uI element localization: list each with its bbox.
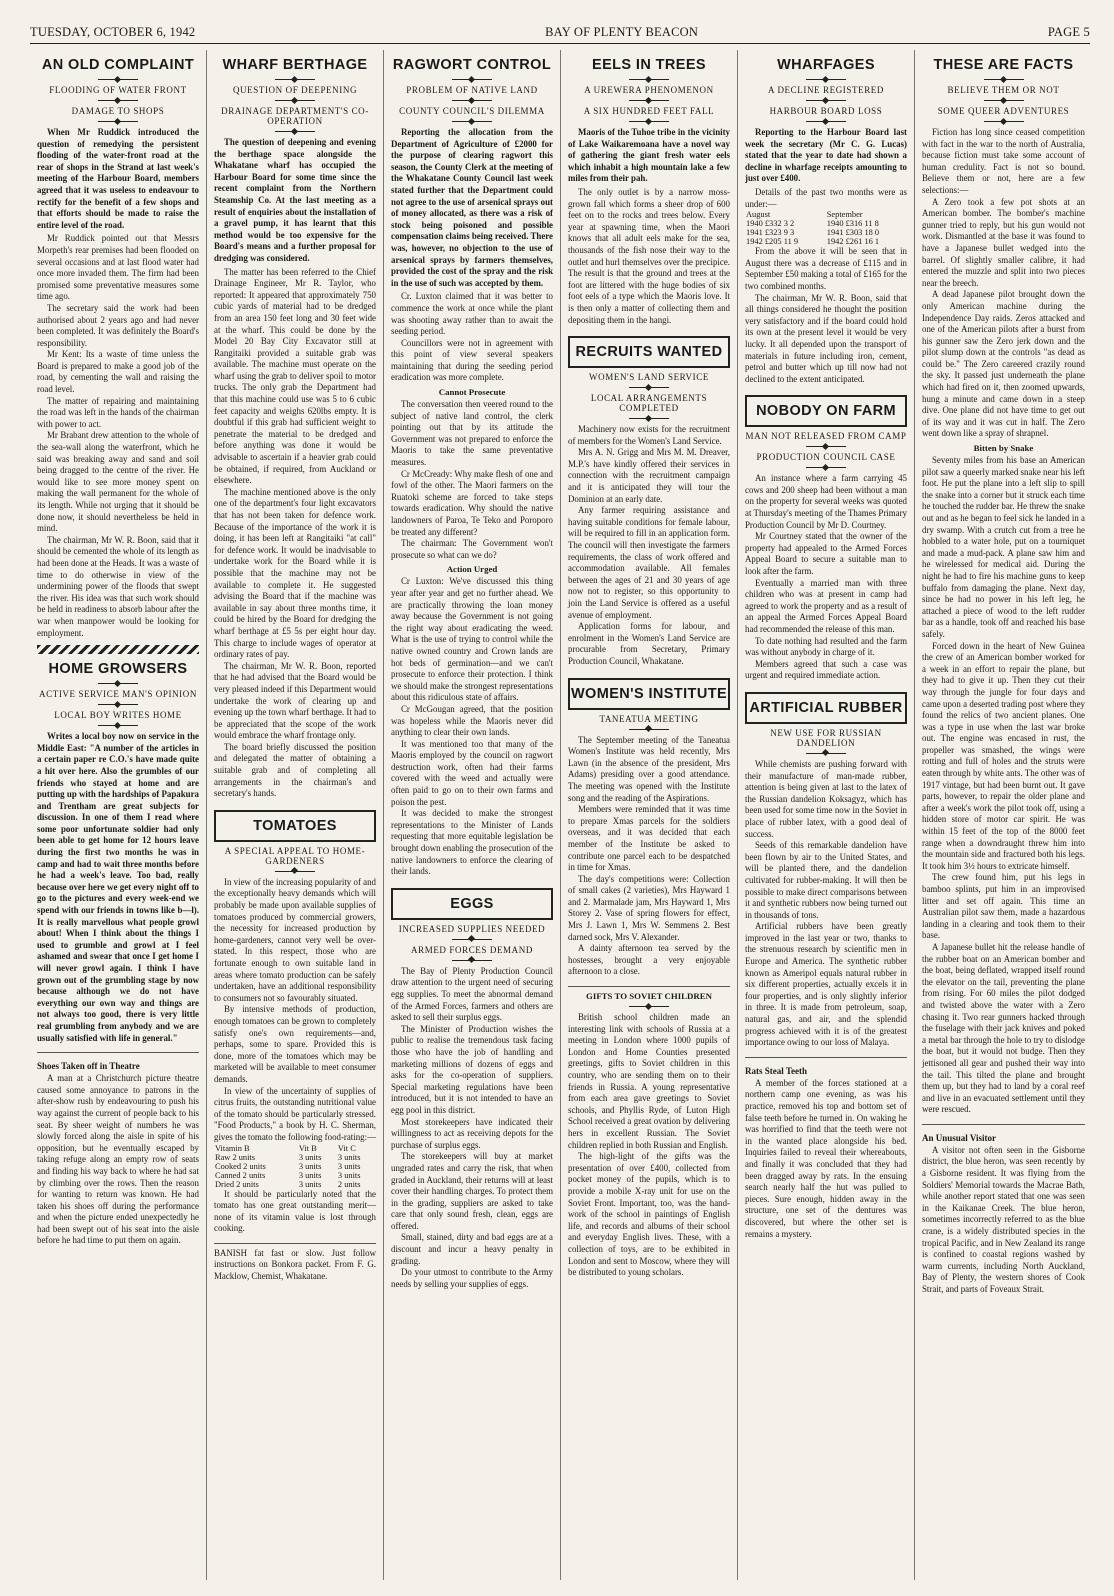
table-cell: 1940 £332 3 2 <box>746 219 795 229</box>
article-paragraph: To date nothing had resulted and the farm was without anybody in charge of it. <box>745 635 907 658</box>
headline-home-growsers: HOME GROWSERS <box>48 661 188 678</box>
rule <box>452 79 492 80</box>
article-lead: The question of deepening and evening the berthage space alongside the Whakatane wharf has occupied the Harbour Board for some time since the recent complaint from the Northern Steamship Co. At the last meeting as a result of enquiries about the installation of a gravel pump, it has learnt that this method would be too expensive for the Board's means and a further proposal for dredging was considered. <box>214 137 376 263</box>
article-paragraph: A Japanese bullet hit the release handle of the rubber boat on an American bomber and the boat, being deflated, wrapped itself round the elevator on the tail, preventing the plane from rising. For 60 miles the pilot dodged and twisted above the water with a Zero chasing it. Two rear gunners hacked through the fuselage with their jack knives and poked a metal bar through the hole to try to dislodge the boat, but it would not budge. Then they jettisoned all gear and pushed their way into the tail. This tilted the plane and brought them up, but they had to land by a coral reef and live in an evacuated settlement until they were rescued. <box>922 941 1085 1115</box>
rule <box>275 100 315 101</box>
table-header: Vit B <box>298 1143 317 1153</box>
subhead-inline: Action Urged <box>446 564 498 575</box>
article-lead: Writes a local boy now on service in the Middle East: "A number of the articles in a certain paper re C.O.'s have made quite a hit over here. Also the grumbles of our friends who stayed at home and are putting up with the hardships of Papakura and Trentham are great subjects for discussion. In one of them I read where some poor unfortunate soldier had only been able to get home for 12 hours leave during the first two months he was in camp and had to wait three months before he had a week's leave. Too bad, really because over here we get every night off to go to the pictures and every week-end we spend with our friends in towns like b—l). It is really marvellous what people growl about! When I think about the things I used to grumble and growl at I feel ashamed and swear that once I get home I will never growl again. I think I have grown out of the grumbling stage by now because although we do not have everything our own way and things are not always too good, there is very little real grumbling from anybody and we are usually satisfied with life in general." <box>37 731 199 1043</box>
rule <box>806 753 846 754</box>
subhead: QUESTION OF DEEPENING <box>232 85 358 95</box>
article-paragraph: It was mentioned too that many of the Maoris employed by the council on ragwort destruction work, often had their farms covered with the weed and actually were often paid to go on to their own farms and poison the pest. <box>391 738 553 807</box>
subhead: ACTIVE SERVICE MAN'S OPINION <box>39 689 197 700</box>
rule <box>984 121 1024 122</box>
table-cell: 3 units <box>337 1170 361 1180</box>
table-cell: Cooked 2 units <box>215 1161 266 1171</box>
rule <box>629 100 669 101</box>
rule <box>452 960 492 961</box>
rule <box>98 121 138 122</box>
subhead: PRODUCTION COUNCIL CASE <box>756 452 896 463</box>
table-cell: Dried 2 units <box>215 1179 259 1189</box>
rule <box>984 100 1024 101</box>
subhead: MAN NOT RELEASED FROM CAMP <box>745 431 907 442</box>
rule <box>984 79 1024 80</box>
subhead: A UREWERA PHENOMENON <box>584 85 714 95</box>
subhead: A SPECIAL APPEAL TO HOME-GARDENERS <box>224 845 366 866</box>
article-paragraph: Artificial rubbers have been greatly improved in the last year or two, thanks to the strenuous research by scientific men in Europe and America. The synthetic rubber known as Ameripol equals natural rubber in six different properties, actually excels it in four properties, and is only slightly inferior in three. It is made from petroleum, soap, natural gas, and air, and the splendid progress achieved with it is of the greatest importance owing to our loss of Malaya. <box>745 921 907 1048</box>
headline-box <box>391 888 553 920</box>
article-paragraph: A member of the forces stationed at a northern camp one evening, as was his practice, removed his top and bottom set of false teeth before he turned in. On waking he was horrified to find that the teeth were not in the wanted place alongside his bed. Inquiries failed to reveal their whereabouts, and finally it was concluded that they had been dragged away by rats. In the ensuing search nearly half the hut was pulled to pieces. Sure enough, hidden away in the structure, one set of the dentures was discovered, but where the other set is remains a mystery. <box>745 1077 907 1239</box>
article-paragraph: From the above it will be seen that in August there was a decrease of £115 and in September £50 making a total of £165 for the two combined months. <box>745 246 907 291</box>
article-paragraph: Most storekeepers have indicated their willingness to act as receiving depots for the purchase of surplus eggs. <box>391 1116 553 1150</box>
table-cell: 3 units <box>298 1161 322 1171</box>
article-paragraph: The chairman, Mr W. R. Boon, said that all things considered he thought the position very satisfactory and if the board could hold its own at the present level it would be very lucky. It all depended upon the transport of materials in future including iron, cement, petrol and butter which up till now had not declined to the extent anticipated. <box>745 292 907 384</box>
table-header: August <box>746 210 771 220</box>
table-header: Vit C <box>337 1143 356 1153</box>
article-paragraph: While chemists are pushing forward with their manufacture of man-made rubber, attention is being given at last to the latex of the Russian dandelion Koksagyz, which has been used for some time now in the Soviet in place of rubber latex, with a good deal of success. <box>745 758 907 839</box>
rule <box>98 704 138 705</box>
table-cell: 3 units <box>298 1179 322 1189</box>
article-paragraph: Forced down in the heart of New Guinea the crew of an American bomber worked for a week in an effort to repair the plane, but they had to give it up. Then they cut their way through the jungle for four days and came upon a deserted trading post where they found the relics of two ancient planes. One was a type in use when the last war broke out. The engine was encased in rust, the propeller was smashed, the wings were rotting and full of holes and the struts were eaten through by white ants. The other was of 1917 vintage, but had been burnt out. It gave parts, however, to repair the older plane and after a week's work the pilot took off, using a hidden store of motor car spirit. He was within 15 feet of the top of the 8000 feet range when a downdraught threw him into the mountain side and fractured both his legs. It took him 3½ hours to extricate himself. <box>922 640 1085 871</box>
article-paragraph: In view of the uncertainty of supplies of citrus fruits, the outstanding nutritional value of the tomato should be particularly stressed. "Food Products," a book by H. C. Sherman, gives the tomato the following food-rating:— <box>214 1085 376 1142</box>
headline-artificial-rubber: ARTIFICIAL RUBBER <box>749 699 903 716</box>
wharfage-table <box>745 210 907 246</box>
article-lead: When Mr Ruddick introduced the question of remedying the persistent flooding of the water-front road at the rear of shops in the Strand at last week's meeting of the Harbour Board, members agreed that it was useless to endeavour to rectify for the benefit of a few shops and that efforts should be made to raise the entire level of the road. <box>37 127 199 230</box>
masthead-page: PAGE 5 <box>1047 25 1090 39</box>
subhead: WOMEN'S LAND SERVICE <box>589 372 709 383</box>
subhead: LOCAL BOY WRITES HOME <box>54 710 182 721</box>
rule <box>806 100 846 101</box>
headline-eels-in-trees: EELS IN TREES <box>592 57 706 73</box>
table-cell: 3 units <box>298 1170 322 1180</box>
subhead-gifts: GIFTS TO SOVIET CHILDREN <box>586 991 712 1002</box>
sidehead: Rats Steal Teeth <box>745 1065 808 1076</box>
headline-these-are-facts: THESE ARE FACTS <box>933 57 1074 73</box>
article-paragraph: Cr Luxton: We've discussed this thing year after year and get no further ahead. We are practically throwing the loan money away because the Government is not going the right way about eradicating the weed. What is the use of trying to control while the native owned country and Crown lands are hot beds of germination—and we can't prosecute to enforce their protection. I think we should make the strongest representations about this ridiculous state of affairs. <box>391 576 553 703</box>
table-cell: 3 units <box>298 1152 322 1162</box>
article-paragraph: The matter of repairing and maintaining the road was left in the hands of the chairman with power to act. <box>37 395 199 429</box>
headline-wharf-berthage: WHARF BERTHAGE <box>222 57 368 73</box>
rule <box>275 79 315 80</box>
headline-box <box>745 395 907 427</box>
article-paragraph: The high-light of the gifts was the presentation of over £400, collected from pocket money of the pupils, which is to provide a mobile X-ray unit for use on the Soviet Front. Important, too, was the hand-work of the school in paintings of English life, and records and albums of their school and everyday English lives. These, with a collection of toys, are to be exhibited in London and sent to Moscow, where they will be distributed to young scholars. <box>568 1151 730 1278</box>
article-paragraph: A dainty afternoon tea served by the hostesses, brought a very enjoyable afternoon to a close. <box>568 943 730 977</box>
article-paragraph: Small, stained, dirty and bad eggs are at a discount and incur a heavy penalty in grading. <box>391 1232 553 1266</box>
article-paragraph: British school children made an interesting link with schools of Russia at a meeting in London where 1000 pupils of London and Home Counties presented greetings, gifts to Soviet children in this country, who are sending them on to their friends in Russia. A young representative from each area gave greetings to Soviet schools, and Phyllis Ryde, of Luton High School received a great ovation by delivering hers in excellent Russian. The Soviet children replied in both Russian and English. <box>568 1012 730 1150</box>
subhead: ARMED FORCES DEMAND <box>411 944 533 955</box>
ornamental-divider <box>37 645 199 654</box>
article-paragraph: The chairman, Mr W. R. Boon, reported that he had advised that the Board would be very pleased indeed if this Department would undertake the work of clearing up and evening up the town wharf berthage. It had to be appreciated that the scope of the work would embrace the wharf frontage only. <box>214 660 376 741</box>
article-paragraph: Mr Courtney stated that the owner of the property had appealed to the Armed Forces Appeal Board to secure a suitable man to look after the farm. <box>745 531 907 577</box>
article-lead: Maoris of the Tuhoe tribe in the vicinity of Lake Waikaremoana have a novel way of gathering the giant fresh water eels which inhabit a high mountain lake a few miles from their pah. <box>568 127 730 184</box>
article-paragraph: Members agreed that such a case was urgent and required immediate action. <box>745 658 907 681</box>
article-paragraph: In view of the increasing popularity of and the exceptionally heavy demands which will probably be made upon available supplies of tomatoes produced by commercial growers, the necessity for increased production by home-gardeners, cannot very well be over-stated. In this respect, those who are fortunate enough to own suitable land in areas where tomato production can be safely undertaken, have an additional responsibility to consumers not so favourably situated. <box>214 876 376 1003</box>
rule <box>806 467 846 468</box>
rule <box>98 683 138 684</box>
headline-box <box>568 336 730 368</box>
headline-old-complaint: AN OLD COMPLAINT <box>41 57 195 73</box>
table-cell: 1941 £323 9 3 <box>746 228 795 238</box>
table-cell: 1942 £261 16 1 <box>826 237 880 247</box>
masthead <box>30 22 1090 44</box>
article-paragraph: Councillors were not in agreement with this point of view several speakers maintaining that during the seeding period eradication was more complete. <box>391 337 553 383</box>
article-paragraph: A dead Japanese pilot brought down the only American machine during the Independence Day raids. Zeros attacked and one of the American pilots after a burst from his gunner saw the Zero jerk down and the pilot slump down at the controls "as dead as could be." The Zero careered crazily round the sky. It passed just underneath the plane which had fired on it, then zoomed upwards, hung a minute and came down in a steep dive. One plane did not have time to get out of its way and it was cut in half. The Zero went down like a spray of shrapnel. <box>922 289 1085 439</box>
article-paragraph: Mr Ruddick pointed out that Messrs Morpeth's rear premises had been flooded on several occasions and at last flood water had once more invaded them. The firm had been promised some preventative measures some time ago. <box>37 233 199 302</box>
headline-ragwort-control: RAGWORT CONTROL <box>392 57 552 73</box>
masthead-paper: BAY OF PLENTY BEACON <box>545 25 699 39</box>
divider <box>922 1124 1085 1125</box>
article-paragraph: Seventy miles from his base an American pilot saw a queerly marked snake near his left foot. He put the plane into a left slip to spill the snake into a corner but it struck each time he touched the rudder bar. He threw the snake out and as he began to feel sick he landed in a dry swamp. With a crutch cut from a tree he hobbled to a water hole, put on a tourniquet and made a mud-pack. A plane saw him and he wirelessed for medical aid. During the night he had to fire his machine guns to keep buffalo from damaging the plane. Next day, since he had no power in his left leg, he attached a piece of wood to the left rudder bar as a handle, took off and reached his base safely. <box>922 455 1085 639</box>
divider <box>37 1052 199 1053</box>
article-paragraph: Machinery now exists for the recruitment of members for the Women's Land Service. <box>568 424 730 446</box>
rule <box>452 939 492 940</box>
article-paragraph: Mr Kent: Its a waste of time unless the Board is prepared to make a good job of the road, by cementing the wall and raising the road level. <box>37 349 199 395</box>
article-paragraph: The Minister of Production wishes the public to realise the tremendous task facing those who have the job of handling and marketing millions of dozens of eggs and asks for the co-operation of suppliers. Special marketing regulations have been introduced, but it is not intended to have an egg pool in this district. <box>391 1023 553 1115</box>
subhead-inline: Bitten by Snake <box>973 443 1034 454</box>
article-paragraph: The storekeepers will buy at market ungraded rates and carry the risk, that when graded in Auckland, their returns will at least cover their handling charges. To protect them in the grading, suppliers are asked to take care that only sound fresh, clean, eggs are offered. <box>391 1151 553 1231</box>
article-paragraph: The secretary said the work had been authorised about 2 years ago and had never been completed. It was definitely the Board's responsibility. <box>37 302 199 348</box>
subhead: FLOODING OF WATER FRONT <box>49 85 187 95</box>
article-paragraph: The chairman, Mr W. R. Boon, said that it should be cemented the whole of its length as had been done at the Heads. It was a waste of time to do otherwise in view of the undermining power of the floods that swept the river. His idea was that such work should be held in readiness to absorb labour after the war when manpower would be looking for employment. <box>37 534 199 638</box>
article-paragraph: Fiction has long since ceased competition with fact in the war to the north of Australia, because fiction must take some account of human credulity. Fact is not so bound. Believe them or not, here are a few selections:— <box>922 127 1085 195</box>
article-paragraph: Cr McGougan agreed, that the position was hopeless while the Maoris never did anything to clear their own lands. <box>391 703 553 738</box>
table-cell: Raw 2 units <box>215 1152 256 1162</box>
article-paragraph: The Bay of Plenty Production Council draw attention to the urgent need of securing egg supplies. To meet the abnormal demand of the Armed Forces, farmers and others are asked to sell their surplus eggs. <box>391 965 553 1023</box>
table-cell: Canned 2 units <box>215 1170 266 1180</box>
table-cell: 3 units <box>337 1152 361 1162</box>
sidehead: Shoes Taken off in Theatre <box>37 1061 140 1072</box>
rule <box>452 121 492 122</box>
subhead: NEW USE FOR RUSSIAN DANDELION <box>770 727 882 748</box>
divider <box>568 986 730 987</box>
column-2 <box>207 50 384 1580</box>
subhead: A SIX HUNDRED FEET FALL <box>583 106 715 116</box>
rule <box>275 871 315 872</box>
article-paragraph: A visitor not often seen in the Gisborne district, the blue heron, was seen recently by a Gisborne resident. It was flying from the Soldiers' Memorial towards the Macrae Bath, while another report stated that one was seen in the Kaikanae Creek. The blue heron, sometimes incorrectly referred to as the blue crane, is a widely distributed species in the tropical Pacific, and in New Zealand its range is confined to coastal regions washed by warm currents, including North Auckland, Bay of Plenty, the western shores of Cook Strait, and parts of Foveaux Strait. <box>922 1144 1085 1294</box>
headline-womens-institute: WOMEN'S INSTITUTE <box>570 685 728 702</box>
article-paragraph: Details of the past two months were as under:— <box>745 186 907 209</box>
table-header: Vitamin B <box>215 1143 250 1153</box>
table-cell: 1941 £303 18 0 <box>826 228 880 238</box>
rule <box>98 725 138 726</box>
subhead-inline: Cannot Prosecute <box>438 387 506 398</box>
rule <box>629 79 669 80</box>
article-lead: Reporting the allocation from the Department of Agriculture of £2000 for the purpose of clearing ragwort this season, the County Clerk at the meeting of the Whakatane County Council last week stated further that the Department could not agree to the use of arsenical sprays out of money allocated, as there was a risk of stock being poisoned and possible compensation claims being received. There was, however, no objection to the use of arsenical sprays by farmers themselves, provided the cost of the spray and the risk in the use of such was accepted by them. <box>391 127 553 288</box>
headline-eggs: EGGS <box>450 895 494 912</box>
headline-nobody-on-farm: NOBODY ON FARM <box>756 403 896 420</box>
article-paragraph: Mr Brabant drew attention to the whole of the sea-wall along the waterfront, which he said was breaking away and sand and soil being dragged to the centre of the river. He would like to see more money spent on making the wall permanent for the whole of its length. While not urging that it should be done now, it should nevertheless be held in mind. <box>37 430 199 534</box>
headline-tomatoes: TOMATOES <box>253 817 337 834</box>
subhead: BELIEVE THEM OR NOT <box>947 85 1060 95</box>
article-paragraph: A man at a Christchurch picture theatre caused some annoyance to patrons in the after-show rush by endeavouring to push his way against the current of people back to his seat. By sheer weight of numbers he was slowly forced along the aisle in spite of his opposition, but he eventually escaped by taking refuge along an empty row of seats and finding his way back to where he had sat by climbing over the rows. Then the reason for wanting to return was known. He had taken his shoes off during the performance and when the picture ended unexpectedly he had been swept out of his seat into the aisle before he had time to put them on again. <box>37 1073 199 1246</box>
masthead-date: TUESDAY, OCTOBER 6, 1942 <box>30 25 196 39</box>
rule <box>629 418 669 419</box>
subhead: HARBOUR BOARD LOSS <box>769 106 883 116</box>
table-cell: 3 units <box>337 1161 361 1171</box>
article-paragraph: Cr. Luxton claimed that it was better to commence the work at once while the plant was shooting away rather than to await the seeding period. <box>391 291 553 337</box>
article-paragraph: Members were reminded that it was time to prepare Xmas parcels for the soldiers overseas, and it was decided that each member of the Institute be asked to contribute one parcel each to be despatched in time for Xmas. <box>568 804 730 873</box>
article-paragraph: The board briefly discussed the position and delegated the matter of obtaining a suitable grab and of completing all arrangements in the chairman's and secretary's hands. <box>214 741 376 799</box>
divider <box>214 1243 376 1244</box>
subhead: PROBLEM OF NATIVE LAND <box>406 85 538 95</box>
table-cell: 1942 £205 11 9 <box>746 237 799 247</box>
article-paragraph: Do your utmost to contribute to the Army needs by selling your supplies of eggs. <box>391 1267 553 1289</box>
divider <box>745 1057 907 1058</box>
article-paragraph: Any farmer requiring assistance and having suitable conditions for female labour, will be required to fill in an application form. The council will then investigate the farmers requirements, the class of work offered and accommodation available. All females between the ages of 21 and 30 years of age now not to register, so this opportunity to join the Land Service is offered as a useful avenue of employment. <box>568 505 730 620</box>
article-paragraph: The chairman: The Government won't prosecute so what can we do? <box>391 538 553 560</box>
article-lead: Reporting to the Harbour Board last week the secretary (Mr C. G. Lucas) stated that the year to date had shown a decline in wharfage receipts amounting to just over £400. <box>745 127 907 184</box>
food-rating-table <box>214 1144 376 1189</box>
article-paragraph: Seeds of this remarkable dandelion have been flown by air to the United States, and will be planted there, and the dandelion cultivated for rubber-making. It will then be possible to make direct comparisons between it and synthetic rubbers now being turned out in thousands of tons. <box>745 840 907 920</box>
article-paragraph: The crew found him, put his legs in bamboo splints, put him in an improvised litter and set off again. This time an Australian pilot saw them, made a hazardous landing in a clearing and took them to their base. <box>922 872 1085 941</box>
rule <box>98 100 138 101</box>
article-paragraph: The September meeting of the Taneatua Women's Institute was held recently, Mrs Lawn (in the absence of the president, Mrs Adams) presiding over a good attendance. The meeting was opened with the Institute song and the reading of the Aspirations. <box>568 734 730 803</box>
advertisement: BANISH fat fast or slow. Just follow instructions on Bonkora packet. From F. G. Macklow, Chemist, Whakatane. <box>214 1247 376 1282</box>
rule <box>452 100 492 101</box>
rule <box>98 79 138 80</box>
subhead: A DECLINE REGISTERED <box>768 85 884 95</box>
rule <box>806 121 846 122</box>
column-1 <box>30 50 207 1580</box>
rule <box>275 131 315 132</box>
rule <box>629 121 669 122</box>
column-6 <box>915 50 1092 1580</box>
article-paragraph: The matter has been referred to the Chief Drainage Engineer, Mr R. Taylor, who reported: It appeared that approximately 750 cubic yards of material had to be dredged from an area 150 feet long and 30 feet wide at the wharf. This could be done by the Model 20 Bay City Excavator still at Rangitaiki provided a suitable grab was available. The machine must operate on the wharf using the grab to deliver spoil to motor trucks. The only grab the Department had that this machine could use was 5 to 6 cubic feet capacity and weighs 620lbs empty. It is doubtful if this grab had sufficient weight to penetrate the material to be dredged and before anything was done it would be advisable to ascertain if a heavier grab could be obtained, if required, from Auckland or elsewhere. <box>214 266 376 486</box>
subhead: DRAINAGE DEPARTMENT'S CO-OPERATION <box>221 106 369 126</box>
rule <box>806 446 846 447</box>
article-paragraph: It should be particularly noted that the tomato has one great outstanding merit—none of its vitamin value is lost through cooking. <box>214 1188 376 1234</box>
sidehead: An Unusual Visitor <box>922 1132 997 1143</box>
article-paragraph: It was decided to make the strongest representations to the Minister of Lands requesting that more equitable legislation be brought down enabling the prosecution of the native landowners to enforce the clearing of their lands. <box>391 808 553 877</box>
column-3 <box>384 50 561 1580</box>
article-paragraph: A Zero took a few pot shots at an American bomber. The bomber's machine gunner tried to reply, but his gun would not work. Dismantled at the base it was found to have a Japanese bullet wedged into the barrel. Of slightly smaller calibre, it had entered the muzzle and split into two pieces near the breech. <box>922 196 1085 288</box>
table-cell: 2 units <box>337 1179 361 1189</box>
article-paragraph: By intensive methods of production, enough tomatoes can be grown to completely satisfy one's own requirements—and, perhaps, some to spare. Provided this is done, more of the tomatoes which may be marketed will be available to meet consumer demands. <box>214 1004 376 1084</box>
column-5 <box>738 50 915 1580</box>
rule <box>629 387 669 388</box>
table-cell: 1940 £316 11 8 <box>826 219 879 229</box>
article-paragraph: The machine mentioned above is the only one of the department's four light excavators that has not been taken for defence work. Because of the importance of the work it is doing, it has been left at Rangitaiki "at call" for defence work. It would be inadvisable to undertake work for the Board while it is possible that the machine may not be available to complete it. He suggested advising the Board that if the machine was available in say about three months time, it could be hired by the Board for dredging the wharf berthage at £5 5s per eight hour day. This charge to include wages of operator at ordinary rates of pay. <box>214 486 376 660</box>
article-paragraph: An instance where a farm carrying 45 cows and 200 sheep had been without a man on the property for several weeks was quoted at Thursday's meeting of the Thames Primary Production Council by Mr D. Courtney. <box>745 473 907 530</box>
rule <box>806 79 846 80</box>
subhead: TANEATUA MEETING <box>599 713 699 724</box>
headline-box <box>568 678 730 710</box>
headline-box <box>745 692 907 724</box>
subhead: LOCAL ARRANGEMENTS COMPLETED <box>590 393 708 414</box>
article-paragraph: The only outlet is by a narrow moss-grown fall which forms a sheer drop of 600 feet on to the rocks and trees below. Every year at spawning time, when the Maori knows that all adult eels make for the sea, thousands of the fish nose their way to the outlet and hurl themselves over the precipice. The result is that the ground and trees at the foot are littered with the huge bodies of six foot eels of a type which the Maoris love. It is then only a matter of collecting them and depositing them in the hangi. <box>568 186 730 325</box>
rule <box>629 729 669 730</box>
subhead: DAMAGE TO SHOPS <box>71 106 165 116</box>
column-4 <box>561 50 738 1580</box>
rule <box>629 1006 669 1007</box>
article-paragraph: The day's competitions were: Collection of small cakes (2 varieties), Mrs Hayward 1 and 2. Marmalade jam, Mrs Hayward 1, Mrs Storey 2. Vase of spring flowers for effect, Mrs J. Lawn 1, Mrs W. Semmens 2. Best darned sock, Mrs V. Alexander. <box>568 873 730 942</box>
subhead: INCREASED SUPPLIES NEEDED <box>398 923 546 934</box>
article-paragraph: Cr McCready: Why make flesh of one and fowl of the other. The Maori farmers on the Ruatoki scheme are forced to take steps towards eradication. Why should the native landowners of Paroa, Te Teko and Poroporo be treated any different? <box>391 468 553 537</box>
table-header: September <box>826 210 863 220</box>
columns <box>30 50 1092 1580</box>
headline-box <box>214 810 376 842</box>
headline-recruits-wanted: RECRUITS WANTED <box>575 344 723 361</box>
subhead: SOME QUEER ADVENTURES <box>937 106 1070 116</box>
article-paragraph: The conversation then veered round to the subject of native land control, the clerk pointing out that by its attitude the Government was not prepared to enforce the Maoris to take the same preventative measures. <box>391 399 553 468</box>
article-paragraph: Eventually a married man with three children who was at present in camp had agreed to work the property and as a result of an appeal the Armed Forces Appeal Board had recommended the release of this man. <box>745 577 907 634</box>
subhead: COUNTY COUNCIL'S DILEMMA <box>399 106 545 116</box>
headline-wharfages: WHARFAGES <box>777 57 875 73</box>
article-paragraph: Application forms for labour, and enrolment in the Women's Land Service are procurable from Secretary, Primary Production Council, Whakatane. <box>568 621 730 666</box>
article-paragraph: Mrs A. N. Grigg and Mrs M. M. Dreaver, M.P.'s have kindly offered their services in connection with the recruitment campaign and it is anticipated they will tour the Dominion at an early date. <box>568 447 730 504</box>
